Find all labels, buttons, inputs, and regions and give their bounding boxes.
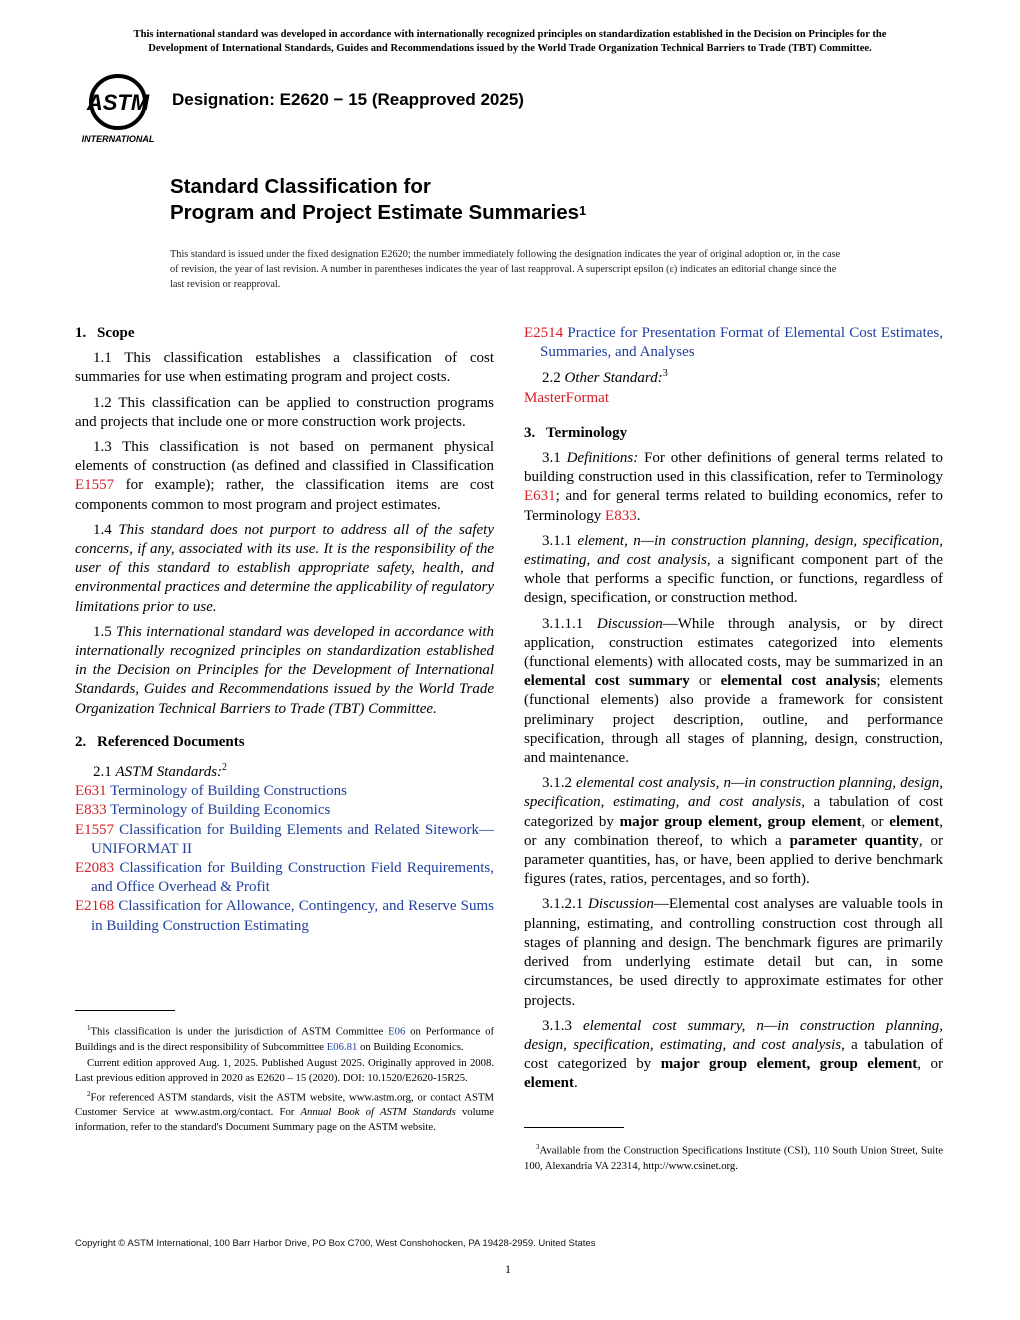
other-standard-sup: 3 [662, 368, 668, 380]
title-line-2 [170, 200, 586, 226]
section-terminology-heading [524, 424, 943, 443]
astm-logo-icon [74, 72, 162, 146]
terminology-3-1-2 [524, 774, 943, 889]
footnote-1 [75, 1021, 494, 1055]
term-label: Discussion [596, 615, 663, 632]
term-text: —Elemental cost analyses are valuable tools in planning, estimating, and controlling construction cost through all stages of planning and design. The benchmark figures are primarily derived from underlying estimate detail but can, in some circumstances, be used directly to approximate estimates for other projects. [524, 896, 944, 1009]
scope-1-4 [75, 521, 494, 617]
scope-1-4-text: This standard does not purport to address all of the safety concerns, if any, associated with its use. It is the responsibility of the user of this standard to establish appropriate safety, health, and environmental practices and determine the applicability of regulatory limitations prior to use. [75, 521, 495, 615]
ref-code-link[interactable]: E2514 [524, 325, 564, 341]
terminology-3-1 [524, 449, 943, 526]
title-line-2-text: Program and Project Estimate Summaries [170, 201, 580, 224]
term-text: , or [861, 813, 890, 830]
term-label: Discussion [588, 896, 654, 913]
term-text-mid: or [689, 673, 721, 690]
other-standard-text: Other Standard: [564, 370, 663, 387]
section-title: Referenced Documents [97, 733, 245, 750]
scope-1-3-text: 1.3 This classification is not based on permanent physical elements of construction (as defined and classified in Classification [75, 439, 494, 475]
ref-title-link[interactable]: Classification for Building Elements and Related Sitework—UNIFORMAT II [91, 821, 494, 857]
section-scope-heading [75, 324, 494, 343]
term-text-end: ; elements (functional elements) also provide a framework for consistent preliminary project description, outline, and performance specification, through all stages of planning, design, construction, and maintenance. [524, 673, 944, 767]
ref-code-link[interactable]: E631 [75, 783, 107, 800]
term-num: 3.1.1.1 [542, 615, 597, 632]
footnote-1-edition: Current edition approved Aug. 1, 2025. Published August 2025. Originally approved in 2008. Last previous edition approved in 2020 as E2620 – 15 (2020). DOI: 10.1520/E2620-15R25. [75, 1056, 494, 1084]
link-masterformat[interactable]: MasterFormat [524, 389, 609, 406]
other-standard-num: 2.2 [542, 370, 565, 387]
section-title: Scope [97, 325, 135, 341]
footnote-2-text-end: volume information, refer to the standard's Document Summary page on the ASTM website. [75, 1106, 494, 1134]
ref-item [75, 782, 494, 801]
ref-item [75, 821, 494, 859]
scope-1-5-num: 1.5 [93, 623, 117, 640]
footnote-1-text-mid: on Performance of Buildings and is the direct responsibility of Subcommittee [75, 1025, 494, 1053]
link-e06-81[interactable]: E06.81 [326, 1040, 358, 1053]
scope-1-5-text: This international standard was developed in accordance with internationally recognized principles on standardization established in the Decision on Principles for the Development of International Standards, Guides and Recommendations issued by the World Trade Organization Technical Barriers to Trade (TBT) Committee. [75, 623, 494, 717]
ref-title-link[interactable]: Practice for Presentation Format of Elemental Cost Estimates, Summaries, and Analyses [540, 325, 943, 361]
ref-title-link[interactable]: Terminology of Building Economics [110, 802, 331, 819]
terminology-3-1-2-1 [524, 895, 943, 1010]
scope-1-1: 1.1 This classification establishes a classification of cost summaries for use when estimating program and project costs. [75, 350, 494, 386]
scope-1-2: 1.2 This classification can be applied to construction programs and projects that include one or more construction work projects. [75, 394, 494, 430]
ref-title-link[interactable]: Terminology of Building Constructions [110, 783, 348, 800]
term-text: —While through analysis, or by direct application, construction estimates categorized into elements (functional elements) with allocated costs, may be summarized in an [524, 615, 944, 671]
footnote-3-text: Available from the Construction Specifications Institute (CSI), 110 South Union Street, Suite 100, Alexandria VA 22314, http://www.csinet.org. [524, 1144, 943, 1172]
term-num: 3.1.1 [542, 532, 578, 549]
logo-subtext: INTERNATIONAL [81, 134, 155, 144]
term-bold: elemental cost summary [524, 673, 690, 690]
terminology-3-1-1-1 [524, 615, 943, 769]
ref-code-link[interactable]: E2083 [75, 860, 115, 877]
astm-standards-text: ASTM Standards: [115, 764, 223, 781]
notice-line-1: This international standard was developed in accordance with internationally recognized principles on standardization established in the Decision on Principles for the [133, 29, 887, 40]
footnote-2-italic: Annual Book of ASTM Standards [300, 1106, 456, 1119]
ref-item [75, 897, 494, 935]
term-num: 3.1.2.1 [542, 896, 588, 913]
term-bold: element [889, 813, 940, 830]
footnotes-left [75, 1010, 494, 1136]
term-bold: parameter quantity [789, 832, 919, 849]
term-num: 3.1.2 [542, 775, 577, 792]
page-number: 1 [505, 1262, 511, 1276]
notice-line-2: Development of International Standards, Guides and Recommendations issued by the World Trade Organization Technical Barriers to Trade (TBT) Committee. [148, 42, 872, 54]
scope-1-3-text-end: for example); rather, the classification items are cost components common to most program and project estimates. [75, 477, 494, 513]
term-text-end: . [636, 507, 641, 524]
terminology-3-1-1 [524, 532, 943, 609]
footnote-2-text: For referenced ASTM standards, visit the ASTM website, www.astm.org, or contact ASTM Customer Service at www.astm.org/contact. For [75, 1091, 494, 1119]
terminology-3-1-3 [524, 1017, 943, 1094]
footnote-1-text: This classification is under the jurisdiction of ASTM Committee [90, 1025, 389, 1038]
scope-1-4-num: 1.4 [93, 521, 119, 538]
ref-item [75, 859, 494, 897]
term-text: , a tabulation of cost categorized by [524, 1036, 944, 1073]
term-text-end: , or parameter quantities, has, or have, been applied to derive benchmark figures (rates, ratios, percentages, and so forth). [524, 832, 943, 888]
document-title [170, 174, 586, 226]
ref-item [75, 801, 494, 820]
ref-title-link[interactable]: Classification for Allowance, Contingency, and Reserve Sums in Building Construction Estimating [91, 898, 494, 934]
section-title: Terminology [546, 424, 628, 441]
section-referenced-heading [75, 733, 494, 752]
international-standard-notice [70, 28, 950, 55]
term-definition: elemental cost summary, n—in construction planning, design, specification, estimating, and cost analysis [524, 1017, 944, 1053]
section-number: 1. [75, 325, 87, 341]
footnote-2-mark: 2 [87, 1089, 91, 1098]
left-column [75, 324, 494, 936]
ref-item [524, 324, 943, 362]
title-line-1: Standard Classification for [170, 175, 431, 198]
term-num: 3.1 [542, 450, 567, 467]
title-footnote-mark: 1 [579, 203, 587, 218]
term-definition: elemental cost analysis, n—in construction planning, design, specification, estimating, and cost analysis [524, 775, 943, 811]
section-number: 3. [524, 424, 536, 441]
logo-text: ASTM [86, 90, 150, 115]
ref-code-link[interactable]: E833 [75, 802, 107, 819]
term-text: For other definitions of general terms related to building construction used in this classification, refer to Terminology [524, 450, 944, 486]
term-bold: major group element, group element [660, 1056, 918, 1073]
footnote-3 [524, 1140, 943, 1174]
scope-1-5 [75, 623, 494, 719]
term-text: , a tabulation of cost categorized by [524, 794, 943, 830]
footnote-1-mark: 1 [87, 1024, 91, 1032]
term-text-mid: ; and for general terms related to building economics, refer to Terminology [524, 488, 943, 524]
term-label: Definitions: [566, 450, 639, 467]
term-text: , or [917, 1056, 943, 1073]
term-bold: major group element, group element [619, 813, 862, 830]
astm-standards-sup: 2 [222, 762, 228, 774]
footnote-1-text-end: on Building Economics. [357, 1040, 464, 1053]
footnote-3-mark: 3 [536, 1143, 540, 1151]
copyright-notice: Copyright © ASTM International, 100 Barr Harbor Drive, PO Box C700, West Conshohocken, PA 19428-2959. United States [75, 1238, 596, 1249]
link-e631[interactable]: E631 [524, 488, 556, 505]
footnote-divider [75, 1010, 175, 1011]
term-text-end: . [573, 1075, 578, 1092]
designation: Designation: E2620 − 15 (Reapproved 2025) [172, 90, 524, 109]
footnote-2 [75, 1087, 494, 1136]
astm-standards-num: 2.1 [93, 764, 116, 781]
term-bold: element [524, 1075, 574, 1092]
term-text: , or any combination thereof, to which a [524, 813, 944, 849]
section-number: 2. [75, 733, 87, 750]
footnotes-right [524, 1127, 943, 1175]
link-e833[interactable]: E833 [605, 507, 637, 524]
astm-standards-label [75, 758, 494, 782]
other-standard-label [524, 364, 943, 388]
ref-code-link[interactable]: E2168 [75, 898, 115, 915]
link-e1557[interactable]: E1557 [75, 477, 115, 494]
right-column [524, 324, 943, 1100]
term-num: 3.1.3 [542, 1017, 584, 1034]
term-definition: element, n—in construction planning, design, specification, estimating, and cost analysis [524, 532, 943, 569]
term-text: , a significant component part of the whole that performs a specific function, or functions, regardless of design, specification, or construction method. [524, 552, 943, 607]
ref-title-link[interactable]: Classification for Building Construction Field Requirements, and Office Overhead & Profit [91, 860, 494, 896]
ref-code-link[interactable]: E1557 [75, 821, 115, 838]
footnote-divider [524, 1127, 624, 1128]
astm-logo [74, 72, 162, 146]
link-e06[interactable]: E06 [388, 1025, 406, 1038]
term-bold: elemental cost analysis [720, 673, 877, 690]
issuance-statement: This standard is issued under the fixed designation E2620; the number immediately following the designation indicates the year of original adoption or, in the case of revision, the year of last revision. A number in parentheses indicates the year of last reapproval. A superscript epsilon (ε) indicates an editorial change since the last revision or reapproval. [170, 249, 841, 290]
scope-1-3 [75, 438, 494, 515]
